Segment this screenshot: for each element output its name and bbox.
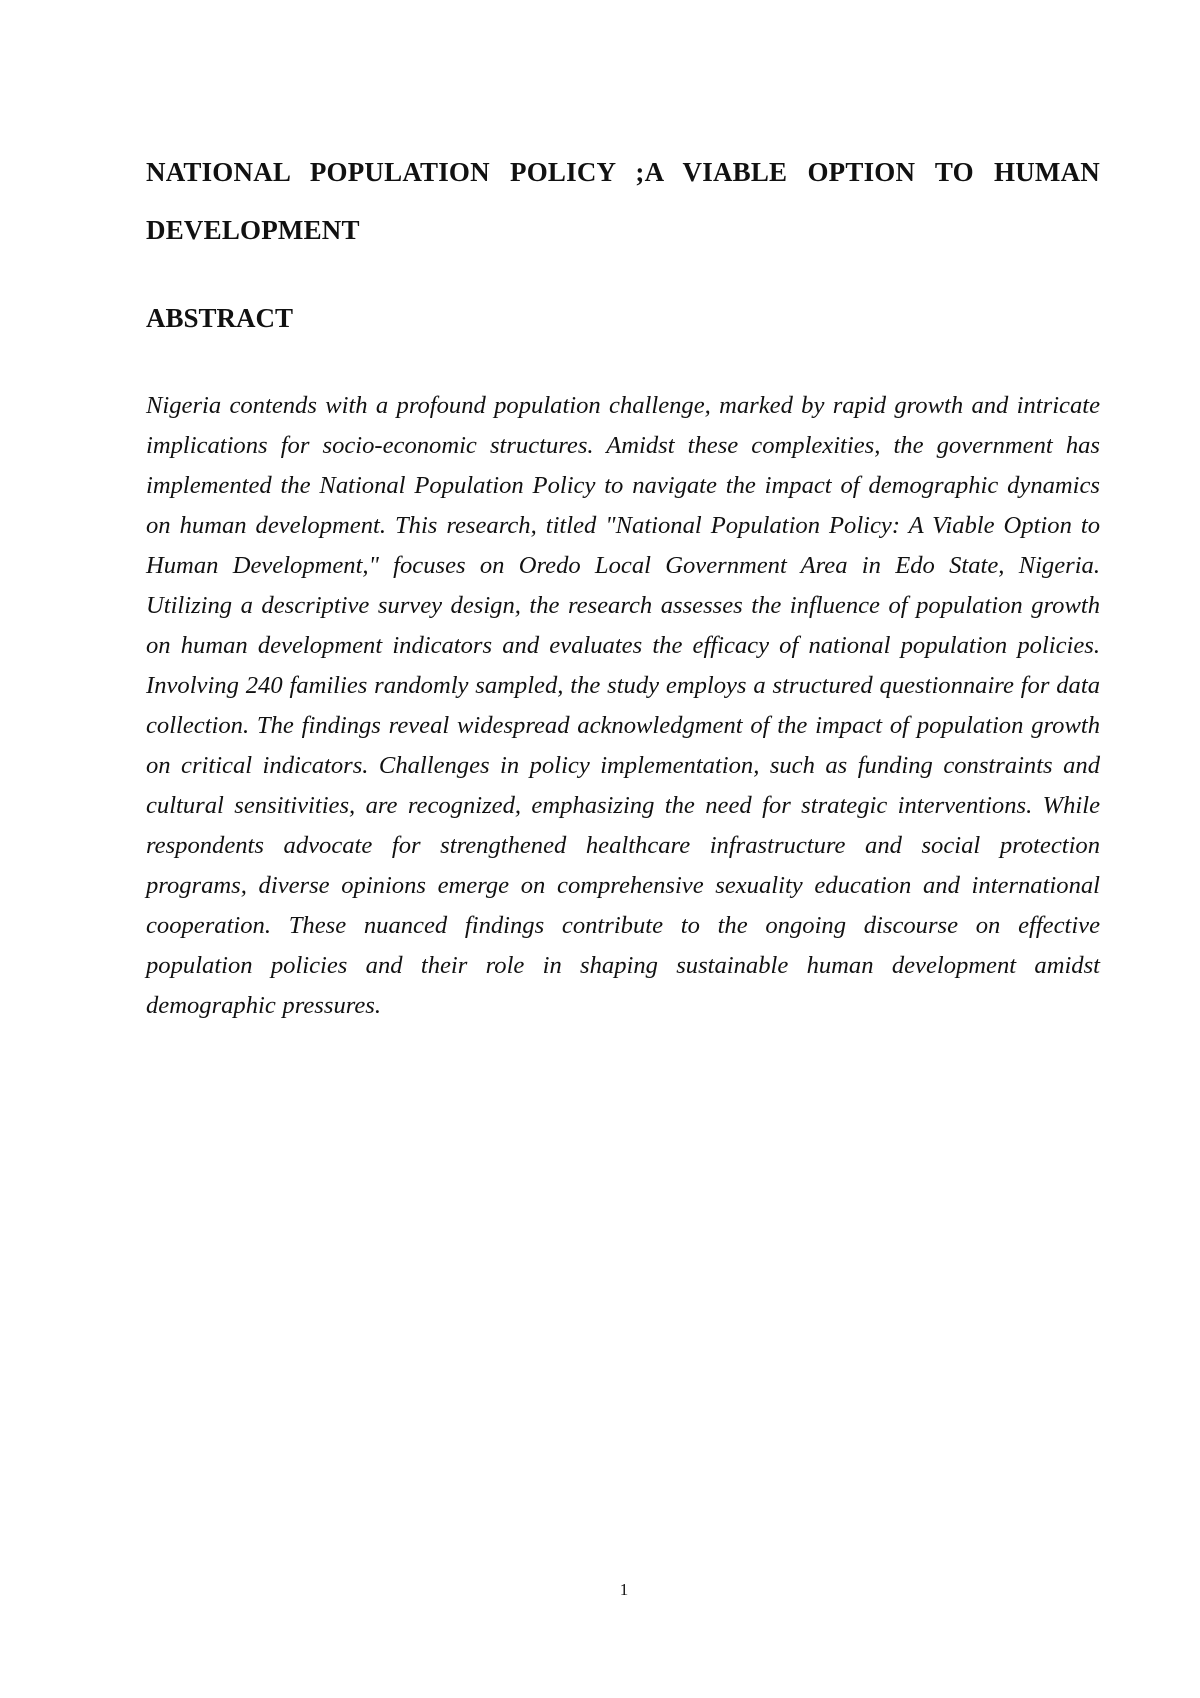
document-title: NATIONAL POPULATION POLICY ;A VIABLE OPTION TO HUMAN DEVELOPMENT bbox=[146, 157, 1100, 245]
abstract-heading: ABSTRACT bbox=[146, 303, 294, 333]
abstract-paragraph: Nigeria contends with a profound population challenge, marked by rapid growth and intricate implications for socio-economic structures. Amidst these complexities, the government has implemented the National Population Policy to navigate the impact of demographic dynamics on human development. This research, titled "National Population Policy: A Viable Option to Human Development," focuses on Oredo Local Government Area in Edo State, Nigeria. Utilizing a descriptive survey design, the research assesses the influence of population growth on human development indicators and evaluates the efficacy of national population policies. Involving 240 families randomly sampled, the study employs a structured questionnaire for data collection. The findings reveal widespread acknowledgment of the impact of population growth on critical indicators. Challenges in policy implementation, such as funding constraints and cultural sensitivities, are recognized, emphasizing the need for strategic interventions. While respondents advocate for strengthened healthcare infrastructure and social protection programs, diverse opinions emerge on comprehensive sexuality education and international cooperation. These nuanced findings contribute to the ongoing discourse on effective population policies and their role in shaping sustainable human development amidst demographic pressures. bbox=[146, 392, 1100, 1019]
page-number: 1 bbox=[619, 1580, 629, 1599]
